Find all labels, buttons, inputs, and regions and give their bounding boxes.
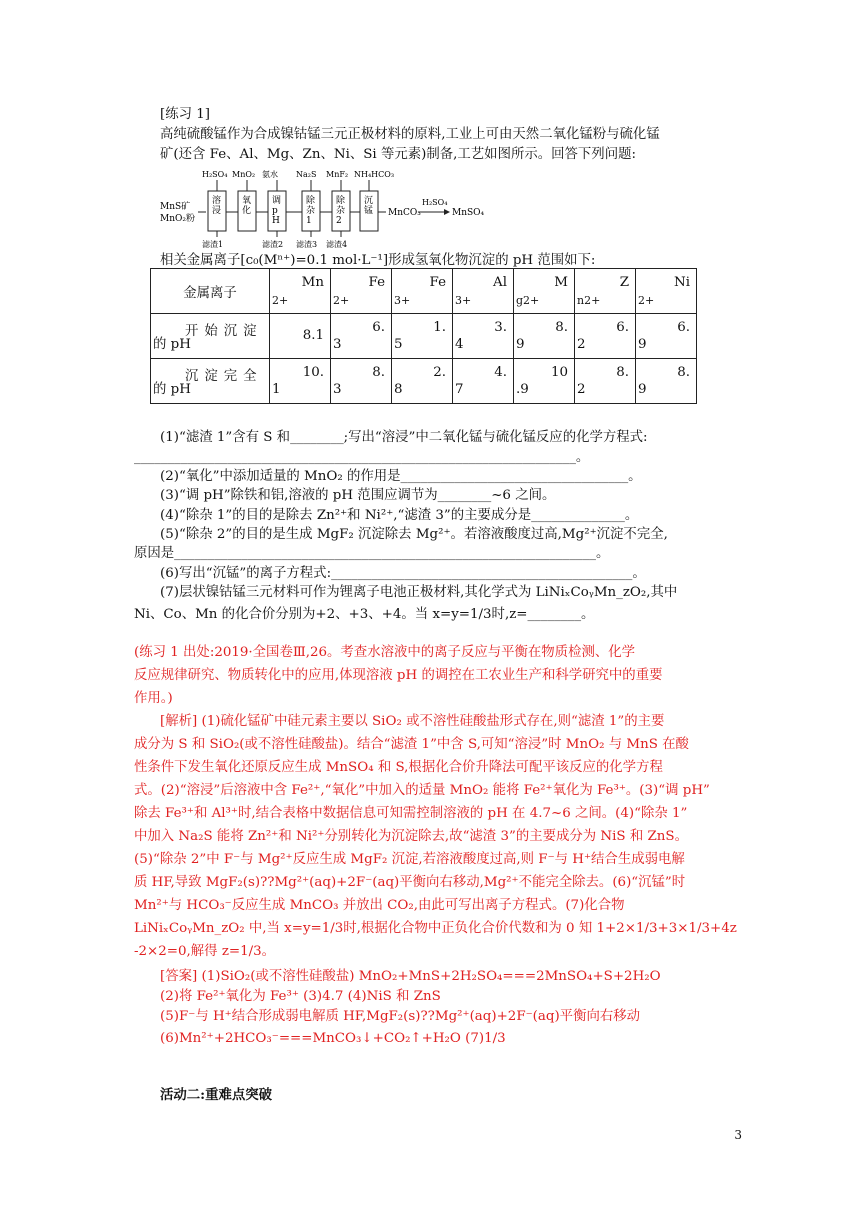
flow-residue-label: 滤渣1	[202, 240, 224, 249]
row-label: 开始沉淀 的 pH	[151, 314, 270, 359]
value-cell: 8. 9	[636, 359, 697, 404]
value-cell: 10 .9	[514, 359, 575, 404]
flow-step-label: 除杂 1	[306, 196, 316, 226]
answer-line: (5)F⁻与 H⁺结合形成弱电解质 HF,MgF₂(s)??Mg²⁺(aq)+2F⁻(aq)平衡向右移动	[160, 1009, 641, 1024]
flow-step-label: 氧化	[242, 196, 252, 216]
analysis-line: 除去 Fe³⁺和 Al³⁺时,结合表格中数据信息可知需控制溶液的 pH 在 4.7~6 之间。(4)“除杂 1”	[134, 806, 688, 821]
question-7-cont: Ni、Co、Mn 的化合价分别为+2、+3、+4。当 x=y=1/3时,z=________。	[134, 607, 595, 622]
flow-residue-label: 滤渣2	[262, 240, 284, 249]
analysis-line: 成分为 S 和 SiO₂(或不溶性硅酸盐)。结合“滤渣 1”中含 S,可知“溶浸”时 MnO₂ 与 MnS 在酸	[134, 737, 689, 752]
value-cell: 8. 9	[514, 314, 575, 359]
flow-final-reagent: H₂SO₄	[422, 198, 448, 207]
source-note-2: 反应规律研究、物质转化中的应用,体现溶液 pH 的调控在工农业生产和科学研究中的重要	[134, 668, 663, 683]
ion-cell: Ni 2+	[636, 269, 697, 314]
flow-input-1: MnS矿	[160, 202, 191, 212]
question-2: (2)“氧化”中添加适量的 MnO₂ 的作用是__________________________________。	[160, 469, 642, 484]
flow-step-label: 除杂 2	[336, 196, 346, 226]
flow-product-1: MnCO₃	[388, 208, 421, 218]
analysis-line: Mn²⁺与 HCO₃⁻反应生成 MnCO₃ 并放出 CO₂,由此可写出离子方程式。(7)化合物	[134, 898, 625, 913]
question-5-cont: 原因是_______________________________________________________________。	[134, 546, 610, 561]
question-1-blank: __________________________________________________________________。	[134, 450, 590, 465]
process-flow-diagram	[160, 165, 500, 251]
answer-line: (2)将 Fe²⁺氧化为 Fe³⁺ (3)4.7 (4)NiS 和 ZnS	[160, 989, 441, 1004]
flow-residue-label: 滤渣3	[296, 240, 318, 249]
analysis-line: LiNiₓCoᵧMn_zO₂ 中,当 x=y=1/3时,根据化合物中正负化合价代数和为 0 知 1+2×1/3+3×1/3+4z	[134, 921, 737, 936]
ion-cell: Mn 2+	[270, 269, 331, 314]
question-7: (7)层状镍钴锰三元材料可作为锂离子电池正极材料,其化学式为 LiNiₓCoᵧMn_zO₂,其中	[160, 585, 678, 600]
activity-heading: 活动二:重难点突破	[160, 1087, 273, 1103]
value-cell: 1. 5	[392, 314, 453, 359]
flow-step-label: 溶浸	[212, 196, 222, 216]
question-4: (4)“除杂 1”的目的是除去 Zn²⁺和 Ni²⁺,“滤渣 3”的主要成分是______________。	[160, 508, 639, 523]
flow-reagent-label: Na₂S	[296, 170, 317, 179]
header-label: 金属离子	[151, 269, 270, 314]
flow-input-2: MnO₂粉	[160, 214, 195, 224]
flow-reagent-label: 氨水	[262, 170, 278, 179]
page-number: 3	[734, 1128, 742, 1142]
flow-reagent-label: MnO₂	[232, 170, 256, 179]
value-cell: 10. 1	[270, 359, 331, 404]
table-header-row	[151, 269, 697, 314]
analysis-line: 中加入 Na₂S 能将 Zn²⁺和 Ni²⁺分别转化为沉淀除去,故“滤渣 3”的主要成分为 NiS 和 ZnS。	[134, 829, 688, 844]
flow-reagent-label: NH₄HCO₃	[354, 170, 395, 179]
ion-cell: Fe 2+	[331, 269, 392, 314]
value-cell: 6. 9	[636, 314, 697, 359]
flow-step-label: 调 p H	[272, 196, 282, 226]
flow-reagent-label: H₂SO₄	[202, 170, 228, 179]
flow-reagent-label: MnF₂	[326, 170, 349, 179]
ion-cell: Z n2+	[575, 269, 636, 314]
value-cell: 6. 3	[331, 314, 392, 359]
flow-product-2: MnSO₄	[452, 208, 485, 218]
analysis-line: 式。(2)“溶浸”后溶液中含 Fe²⁺,“氧化”中加入的适量 MnO₂ 能将 Fe²⁺氧化为 Fe³⁺。(3)“调 pH”	[134, 783, 710, 798]
answer-line: [答案] (1)SiO₂(或不溶性硅酸盐) MnO₂+MnS+2H₂SO₄===2MnSO₄+S+2H₂O	[160, 969, 661, 984]
table-caption: 相关金属离子[c₀(Mⁿ⁺)=0.1 mol·L⁻¹]形成氢氧化物沉淀的 pH 范围如下:	[160, 253, 596, 268]
source-note-1: (练习 1 出处:2019·全国卷Ⅲ,26。考查水溶液中的离子反应与平衡在物质检测、化学	[134, 645, 636, 660]
value-cell: 2. 8	[392, 359, 453, 404]
ph-range-table	[150, 268, 697, 404]
ion-cell: Al 3+	[453, 269, 514, 314]
table-row-complete	[151, 359, 697, 404]
value-cell: 6. 2	[575, 314, 636, 359]
question-5: (5)“除杂 2”的目的是生成 MgF₂ 沉淀除去 Mg²⁺。若溶液酸度过高,Mg²⁺沉淀不完全,	[160, 527, 668, 542]
value-cell: 4. 7	[453, 359, 514, 404]
value-cell: 8. 3	[331, 359, 392, 404]
question-6: (6)写出“沉锰”的离子方程式:_____________________________________________。	[160, 566, 646, 581]
intro-line-2: 矿(还含 Fe、Al、Mg、Zn、Ni、Si 等元素)制备,工艺如图所示。回答下列问题:	[160, 147, 636, 162]
source-note-3: 作用。)	[134, 691, 173, 706]
ion-cell: M g2+	[514, 269, 575, 314]
analysis-line: [解析] (1)硫化锰矿中硅元素主要以 SiO₂ 或不溶性硅酸盐形式存在,则“滤渣 1”的主要	[160, 714, 665, 729]
value-cell: 3. 4	[453, 314, 514, 359]
answer-line: (6)Mn²⁺+2HCO₃⁻===MnCO₃↓+CO₂↑+H₂O (7)1/3	[160, 1031, 506, 1046]
analysis-line: 性条件下发生氧化还原反应生成 MnSO₄ 和 S,根据化合价升降法可配平该反应的化学方程	[134, 760, 663, 775]
row-label: 沉淀完全 的 pH	[151, 359, 270, 404]
analysis-line: 质 HF,导致 MgF₂(s)??Mg²⁺(aq)+2F⁻(aq)平衡向右移动,Mg²⁺不能完全除去。(6)“沉锰”时	[134, 875, 686, 890]
value-cell: 8.1	[270, 314, 331, 359]
ion-cell: Fe 3+	[392, 269, 453, 314]
flow-step-label: 沉锰	[364, 196, 374, 216]
question-1: (1)“滤渣 1”含有 S 和________;写出“溶浸”中二氧化锰与硫化锰反应的化学方程式:	[160, 430, 648, 445]
flow-residue-label: 滤渣4	[326, 240, 348, 249]
analysis-line: (5)“除杂 2”中 F⁻与 Mg²⁺反应生成 MgF₂ 沉淀,若溶液酸度过高,则 F⁻与 H⁺结合生成弱电解	[134, 852, 685, 867]
question-3: (3)“调 pH”除铁和铝,溶液的 pH 范围应调节为________~6 之间。	[160, 488, 556, 503]
analysis-line: -2×2=0,解得 z=1/3。	[134, 944, 276, 959]
intro-line-1: 高纯硫酸锰作为合成镍钴锰三元正极材料的原料,工业上可由天然二氧化锰粉与硫化锰	[160, 127, 660, 142]
table-row-start	[151, 314, 697, 359]
exercise-heading: [练习 1]	[160, 107, 211, 122]
value-cell: 8. 2	[575, 359, 636, 404]
